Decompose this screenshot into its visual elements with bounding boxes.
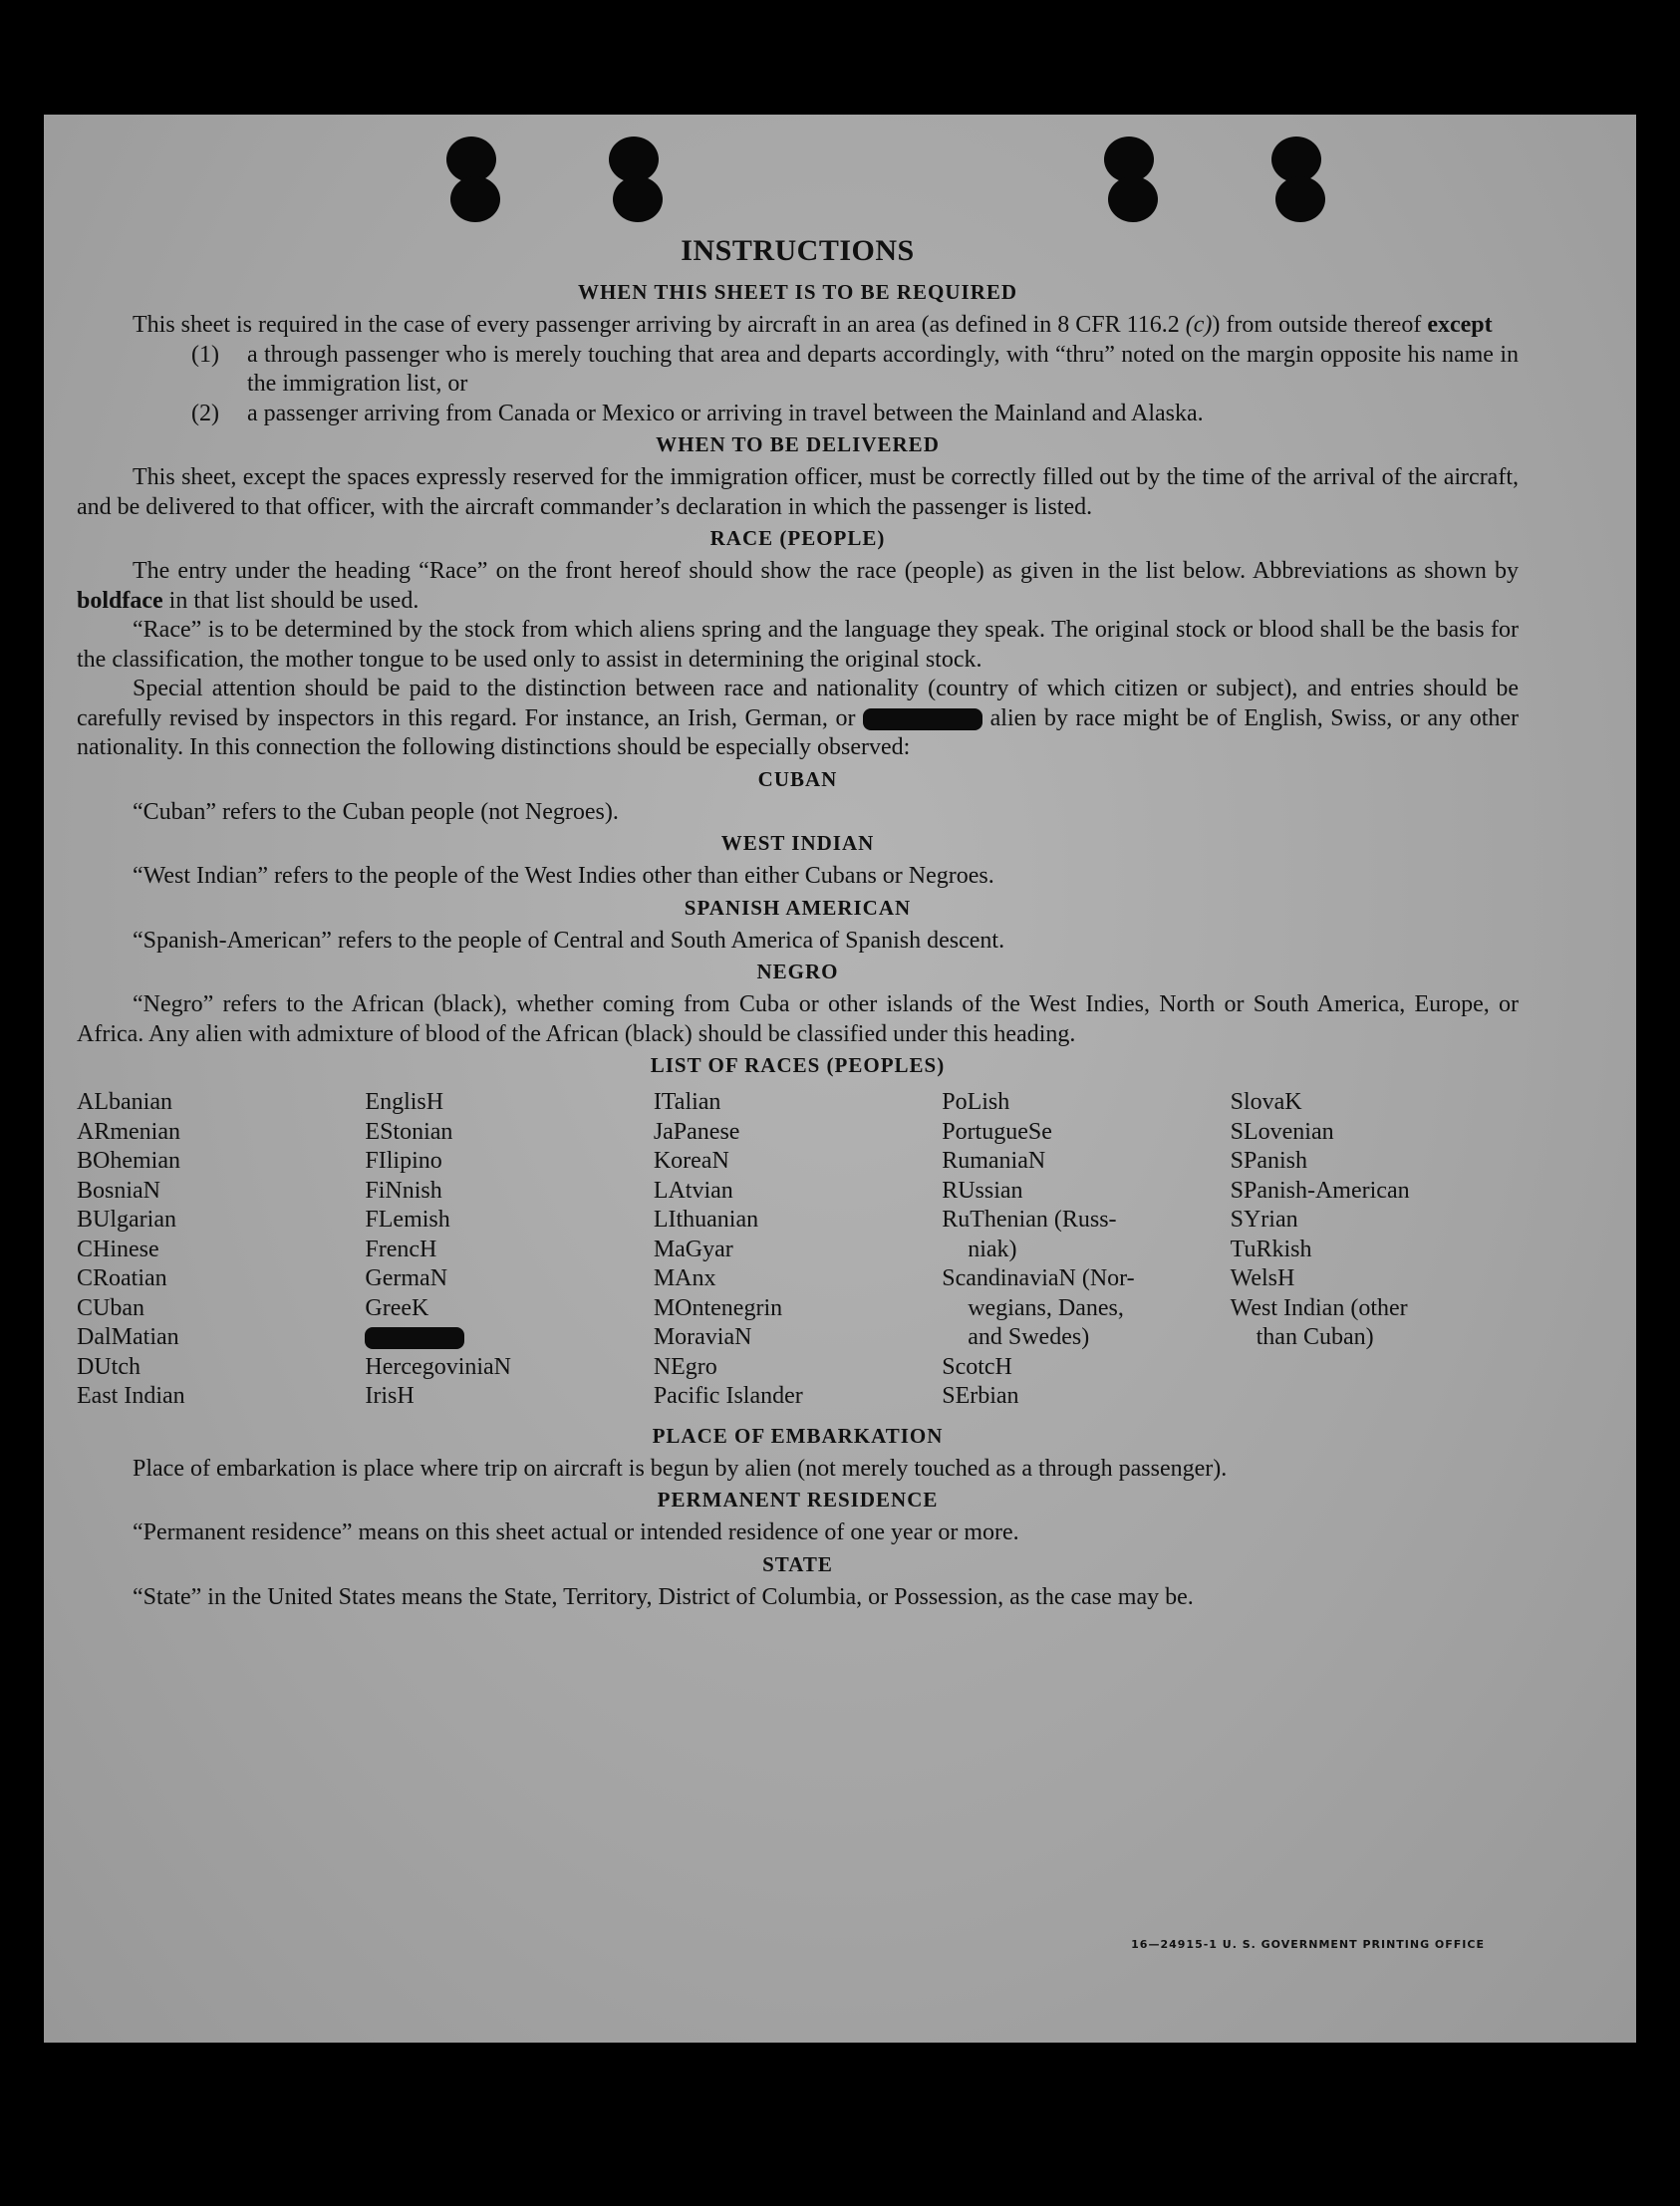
race-item: ITalian	[653, 1089, 721, 1115]
punch-hole	[605, 137, 663, 226]
spanish-american-text: “Spanish-American” refers to the people of Central and South America of Spanish descent.	[133, 927, 1005, 954]
race-item: FrencH	[365, 1236, 437, 1262]
race-item: PortugueSe	[942, 1118, 1052, 1145]
exception-item: (1) a through passenger who is merely touching that area and departs accordingly, with “thru” noted on the margin opposite his name in the immigration list, or	[191, 341, 1519, 397]
race-item: GermaN	[365, 1265, 448, 1291]
race-text-2: “Race” is to be determined by the stock from which aliens spring and the language they speak. The original stock or blood shall be the basis for the classification, the mother tongue to be used only to assist in determining the original stock.	[77, 617, 1519, 673]
heading-west-indian: WEST INDIAN	[720, 831, 875, 855]
race-item: JaPanese	[653, 1118, 740, 1145]
race-item: RumaniaN	[942, 1148, 1046, 1174]
delivered-text: This sheet, except the spaces expressly reserved for the immigration officer, must be correctly filled out by the time of the arrival of the aircraft, and be delivered to that officer, with the aircraft commander’s declaration in which the passenger is listed.	[77, 464, 1519, 520]
race-item: niak)	[968, 1236, 1017, 1262]
race-item: BUlgarian	[77, 1207, 176, 1233]
exception-item: (2) a passenger arriving from Canada or Mexico or arriving in travel between the Mainland and Alaska.	[191, 400, 1204, 426]
punch-hole	[442, 137, 500, 226]
race-item: KoreaN	[653, 1148, 729, 1174]
race-item: FLemish	[365, 1207, 450, 1233]
heading-list-of-races: LIST OF RACES (PEOPLES)	[650, 1053, 946, 1077]
race-item: East Indian	[77, 1383, 185, 1409]
race-item: LAtvian	[653, 1177, 733, 1204]
races-column	[1231, 1088, 1519, 1412]
race-item: CRoatian	[77, 1265, 167, 1291]
race-item: Pacific Islander	[653, 1383, 803, 1409]
race-item: ScandinaviaN (Nor-	[942, 1265, 1135, 1291]
race-item: MoraviaN	[653, 1324, 752, 1350]
race-item: HercegoviniaN	[365, 1353, 512, 1380]
race-item: MOntenegrin	[653, 1294, 783, 1321]
race-item: SPanish-American	[1230, 1177, 1410, 1204]
state-text: “State” in the United States means the State, Territory, District of Columbia, or Possession, as the case may be.	[133, 1583, 1194, 1610]
west-indian-text: “West Indian” refers to the people of the West Indies other than either Cubans or Negroes.	[133, 863, 994, 889]
race-item: ARmenian	[77, 1118, 180, 1145]
heading-required: WHEN THIS SHEET IS TO BE REQUIRED	[577, 280, 1018, 304]
races-list	[77, 1088, 1519, 1412]
race-item: BosniaN	[77, 1177, 160, 1204]
race-item: BOhemian	[77, 1148, 180, 1174]
race-item: DalMatian	[77, 1324, 179, 1350]
race-item: RUssian	[942, 1177, 1023, 1204]
instructions-content	[77, 234, 1519, 1612]
race-item: SPanish	[1230, 1148, 1307, 1174]
heading-negro: NEGRO	[756, 960, 839, 983]
race-item: RuThenian (Russ-	[942, 1207, 1117, 1233]
race-item: EStonian	[365, 1118, 453, 1145]
heading-embarkation: PLACE OF EMBARKATION	[652, 1423, 944, 1448]
document-sheet	[44, 115, 1636, 2043]
race-item: SLovenian	[1230, 1118, 1334, 1145]
page-title: INSTRUCTIONS	[681, 234, 915, 267]
race-item: DUtch	[77, 1353, 140, 1380]
race-item: CHinese	[77, 1236, 159, 1262]
race-item: FIlipino	[365, 1148, 442, 1174]
redaction-mark	[365, 1323, 653, 1353]
race-item: WelsH	[1230, 1265, 1295, 1291]
race-item: TuRkish	[1230, 1236, 1312, 1262]
race-item: MAnx	[653, 1265, 716, 1291]
race-item: GreeK	[365, 1294, 429, 1321]
races-column	[365, 1088, 653, 1412]
heading-state: STATE	[762, 1551, 833, 1576]
race-item: NEgro	[653, 1353, 717, 1380]
race-item: LIthuanian	[653, 1207, 759, 1233]
heading-cuban: CUBAN	[757, 766, 838, 791]
race-text-3: Special attention should be paid to the distinction between race and nationality (country of which citizen or subject), and entries should be carefully revised by inspectors in this regard. For instance, an Irish, German, or alien by race might be of English, Swiss, or any other nationality. In this connection the following distinctions should be especially observed:	[77, 676, 1520, 760]
race-item: ScotcH	[942, 1353, 1012, 1380]
race-item: PoLish	[942, 1089, 1010, 1115]
races-column	[942, 1088, 1230, 1412]
race-text-1: The entry under the heading “Race” on the front hereof should show the race (people) as given in the list below. Abbreviations as shown by boldface in that list should be used.	[77, 558, 1519, 614]
punch-hole	[1267, 137, 1325, 226]
race-item: wegians, Danes,	[968, 1294, 1124, 1321]
heading-residence: PERMANENT RESIDENCE	[657, 1488, 939, 1512]
race-item: MaGyar	[653, 1236, 733, 1262]
race-item: SlovaK	[1230, 1089, 1302, 1115]
embarkation-text: Place of embarkation is place where trip on aircraft is begun by alien (not merely touched as a through passenger).	[133, 1455, 1228, 1482]
races-column	[654, 1088, 942, 1412]
race-item: EnglisH	[365, 1089, 444, 1115]
negro-text: “Negro” refers to the African (black), whether coming from Cuba or other islands of the West Indies, North or South America, Europe, or Africa. Any alien with admixture of blood of the African (black) should be classified under this heading.	[77, 991, 1519, 1047]
printer-footer: 16—24915-1 U. S. GOVERNMENT PRINTING OFFICE	[1131, 1938, 1485, 1951]
race-item: FiNnish	[365, 1177, 442, 1204]
races-column	[77, 1088, 365, 1412]
race-item: West Indian (other	[1230, 1294, 1408, 1321]
race-item: IrisH	[365, 1383, 415, 1409]
race-item: than Cuban)	[1256, 1324, 1374, 1350]
race-item: ALbanian	[77, 1089, 172, 1115]
race-item: CUban	[77, 1294, 144, 1321]
heading-race: RACE (PEOPLE)	[709, 526, 886, 550]
required-text: This sheet is required in the case of every passenger arriving by aircraft in an area (as defined in 8 CFR 116.2 (c)) from outside thereof except	[133, 312, 1493, 338]
race-item: SErbian	[942, 1383, 1019, 1409]
punch-hole	[1100, 137, 1158, 226]
race-item: SYrian	[1230, 1207, 1298, 1233]
redaction-mark	[863, 708, 982, 730]
cuban-text: “Cuban” refers to the Cuban people (not Negroes).	[133, 798, 619, 825]
heading-spanish-american: SPANISH AMERICAN	[684, 895, 912, 920]
race-item: and Swedes)	[968, 1324, 1090, 1350]
residence-text: “Permanent residence” means on this sheet actual or intended residence of one year or more.	[133, 1519, 1019, 1545]
heading-delivered: WHEN TO BE DELIVERED	[656, 432, 940, 456]
